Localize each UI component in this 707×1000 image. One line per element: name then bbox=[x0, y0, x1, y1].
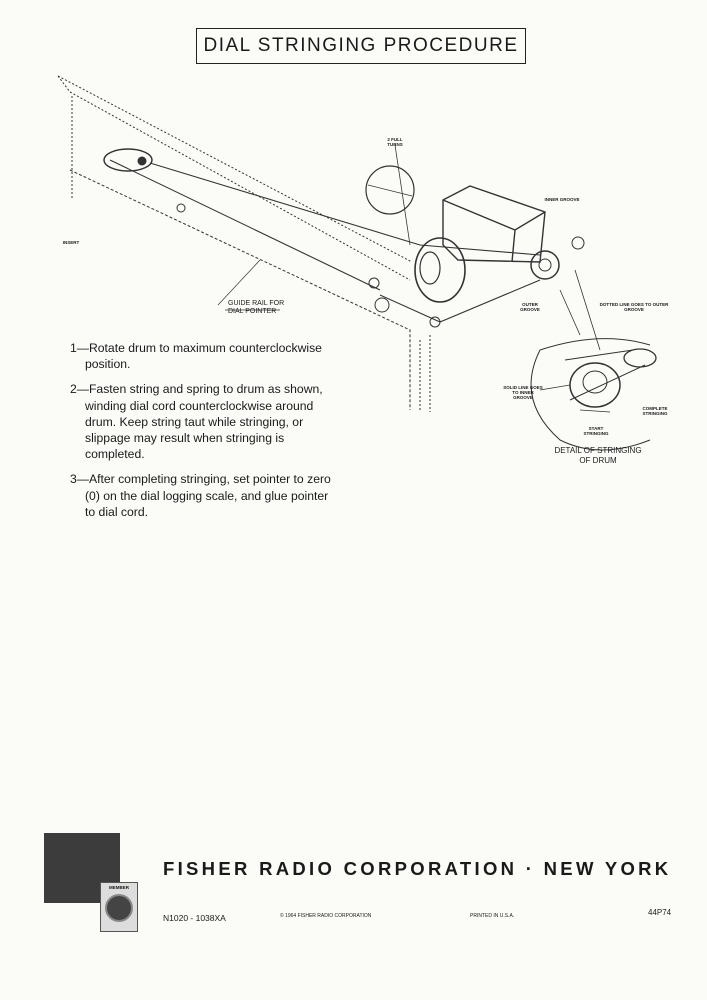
printed-in: PRINTED IN U.S.A. bbox=[470, 913, 515, 919]
right-pulley bbox=[531, 251, 559, 279]
label-solid-line: SOLID LINE GOES TO INNER GROOVE bbox=[503, 385, 543, 400]
page-title-text: DIAL STRINGING PROCEDURE bbox=[203, 35, 519, 56]
instruction-steps bbox=[70, 340, 335, 529]
label-dotted-line: DOTTED LINE GOES TO OUTER GROOVE bbox=[599, 302, 669, 312]
label-detail: DETAIL OF STRINGING OF DRUM bbox=[554, 446, 642, 465]
tuning-capacitor bbox=[443, 186, 545, 262]
label-start: START STRINGING bbox=[583, 426, 609, 436]
label-guide-rail: GUIDE RAIL FOR DIAL POINTER bbox=[228, 300, 285, 315]
member-seal bbox=[100, 882, 138, 932]
label-side: INSERT bbox=[62, 240, 80, 245]
step-2: 2—Fasten string and spring to drum as shown, winding dial cord counterclockwise around drum. Keep string taut while stringing, or slippage may result when stringing is completed. bbox=[70, 382, 323, 462]
dial-cord bbox=[110, 160, 540, 322]
copyright: © 1964 FISHER RADIO CORPORATION bbox=[280, 913, 372, 919]
label-complete: COMPLETE STRINGING bbox=[642, 406, 668, 416]
label-inner-groove: INNER GROOVE bbox=[544, 197, 580, 202]
dial-pointer bbox=[177, 204, 185, 212]
detail-drum bbox=[570, 363, 620, 407]
seal-text: MEMBER bbox=[109, 885, 129, 890]
corporation-name: FISHER RADIO CORPORATION · NEW YORK bbox=[163, 858, 672, 879]
label-turns: 2 FULL TURNS bbox=[387, 137, 403, 147]
doc-code: 44P74 bbox=[648, 908, 672, 917]
model-number: N1020 - 1038XA bbox=[163, 913, 226, 923]
magnifier-circle bbox=[366, 166, 414, 214]
label-outer-groove: OUTER GROOVE bbox=[520, 302, 540, 312]
step-1: 1—Rotate drum to maximum counterclockwise position. bbox=[70, 341, 322, 372]
seal-badge-icon bbox=[105, 894, 133, 922]
chassis-rail bbox=[58, 76, 412, 280]
step-3: 3—After completing stringing, set pointer to zero (0) on the dial logging scale, and glue pointer to dial cord. bbox=[70, 472, 331, 519]
